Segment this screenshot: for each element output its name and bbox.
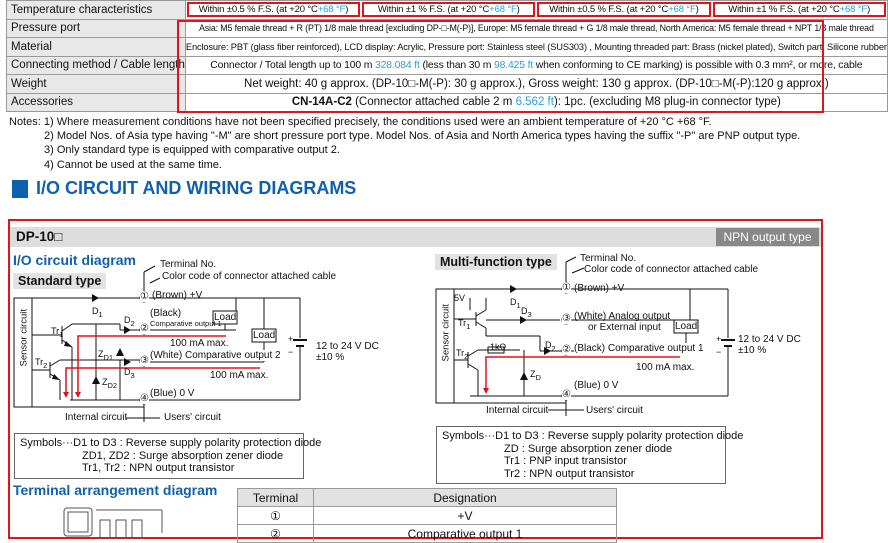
diode-d3-icon: [124, 358, 131, 366]
section-heading: I/O CIRCUIT AND WIRING DIAGRAMS: [12, 178, 356, 199]
external-input-label: or External input: [588, 322, 661, 333]
multi-symbols-box: Symbols··· D1 to D3 : Reverse supply polarity protection diode ZD : Surge absorption zener diode Tr1 : PNP input transistor Tr2 : NPN output transistor: [436, 426, 726, 484]
spec-label: Accessories: [7, 93, 186, 112]
blue-wire-label: (Blue) 0 V: [150, 388, 195, 399]
black-wire-label: (Black): [150, 308, 182, 319]
plus-sign: +: [288, 334, 294, 344]
spec-value: Enclosure: PBT (glass fiber reinforced), LCD display: Acrylic, Pressure port: Stainless steel (SUS303) , Mounting threaded part: Brass (nickel plated), Switch part: Silicone rubber: [185, 38, 887, 57]
spec-label: Weight: [7, 75, 186, 94]
zener-zd2-icon: [92, 376, 100, 384]
terminal-1: ①: [140, 291, 149, 302]
terminal-4: ④: [140, 393, 149, 404]
temp-cell: Within ±1 % F.S. (at +20 °C +68 °F ): [362, 2, 535, 17]
note-3: 3) Only standard type is equipped with comparative output 2.: [44, 144, 340, 157]
zener-zd1-icon: [116, 348, 124, 356]
black-wire-label-multi: (Black) Comparative output 1: [574, 343, 704, 354]
load-label-multi: Load: [675, 321, 698, 332]
output-type-badge: NPN output type: [716, 228, 819, 246]
temp-cell: Within ±0.5 % F.S. (at +20 °C +68 °F ): [537, 2, 710, 17]
tr2-label: $Tr_2$: [35, 357, 48, 370]
white-wire-label-multi: (White) Analog output: [574, 311, 671, 322]
spec-value: Net weight: 40 g approx. (DP-10□-M(-P): 30 g approx.), Gross weight: 130 g approx. (DP-10□-M(-P):120 g approx.): [185, 75, 887, 94]
terminal-table-header: Terminal Designation: [238, 489, 617, 507]
load-1-label: Load: [214, 312, 237, 323]
table-row: ① +V: [238, 507, 617, 525]
terminal-no-label-multi: Terminal No.: [580, 253, 637, 264]
zd-multi-label: $Z_D$: [530, 369, 541, 382]
note-4: 4) Cannot be used at the same time.: [44, 158, 222, 171]
terminal-arrangement-title: Terminal arrangement diagram: [13, 482, 218, 498]
users-circuit-label-multi: Users' circuit: [586, 405, 643, 416]
supply-voltage-label: 12 to 24 V DC: [316, 341, 379, 352]
diode-d1-multi-icon: [510, 285, 517, 293]
internal-circuit-label-multi: Internal circuit: [486, 405, 549, 416]
spec-value: CN-14A-C2 (Connector attached cable 2 m 6.562 ft): 1pc. (excluding M8 plug-in connector type): [185, 93, 887, 112]
comparative-output-1-label: Comparative output 1: [150, 319, 222, 328]
terminal-2: ②: [140, 323, 149, 334]
model-name: DP-10□: [16, 229, 63, 244]
color-code-label: Color code of connector attached cable: [162, 271, 336, 282]
minus-sign: −: [288, 347, 294, 357]
zd2-label: $Z_{D2}$: [102, 377, 118, 390]
standard-type-label: Standard type: [13, 273, 106, 289]
note-1: Notes: 1) Where measurement conditions have not been specified precisely, the conditions used were an ambient temperature of +20 °C +68 °F.: [9, 116, 712, 128]
white-wire-label: (White) Comparative output 2: [150, 350, 281, 361]
load-2-label: Load: [253, 330, 276, 341]
terminal-no-label: Terminal No.: [160, 259, 217, 270]
current-arrow-icon: [75, 392, 81, 398]
5v-label: 5V: [454, 293, 466, 303]
current-label-multi: 100 mA max.: [636, 362, 695, 373]
tr1-multi-label: $Tr_1$: [458, 318, 471, 331]
spec-label: Temperature characteristics: [7, 1, 186, 20]
spec-label: Connecting method / Cable length: [7, 56, 186, 75]
blue-wire-label-multi: (Blue) 0 V: [574, 380, 619, 391]
current-arrow-icon: [63, 392, 69, 398]
zd1-label: $Z_{D1}$: [98, 349, 114, 362]
tr1-label: $Tr_1$: [51, 326, 64, 339]
current-label-2: 100 mA max.: [210, 370, 269, 381]
minus-sign-multi: −: [716, 347, 722, 357]
multi-type-label: Multi-function type: [435, 254, 557, 270]
table-row: ② Comparative output 1: [238, 525, 617, 543]
supply-voltage-label-multi: 12 to 24 V DC: [738, 334, 801, 345]
diode-d1-icon: [92, 294, 99, 302]
resistor-label: 1kΩ: [490, 342, 507, 352]
terminal-2-multi: ②: [562, 344, 571, 355]
note-2: 2) Model Nos. of Asia type having "-M" are short pressure port type. Model Nos. of Asia and North America types having the suffix "-P" are PNP output type.: [44, 130, 801, 143]
spec-label: Pressure port: [7, 19, 186, 38]
zener-zd-icon: [520, 372, 528, 380]
d3-label: $D_3$: [124, 367, 135, 380]
d1-multi-label: $D_1$: [510, 297, 521, 310]
io-circuit-title: I/O circuit diagram: [13, 252, 136, 268]
users-circuit-label: Users' circuit: [164, 412, 221, 423]
d3-multi-label: $D_3$: [521, 306, 532, 319]
tr2-multi-label: $Tr_2$: [456, 348, 469, 361]
brown-wire-label: (Brown) +V: [152, 290, 203, 301]
terminal-3: ③: [140, 355, 149, 366]
temp-cell: Within ±0.5 % F.S. (at +20 °C +68 °F ): [187, 2, 360, 17]
supply-tolerance-label: ±10 %: [316, 352, 345, 363]
d1-label: $D_1$: [92, 306, 103, 319]
current-label-1: 100 mA max.: [170, 338, 229, 349]
terminal-table: [237, 488, 617, 543]
spec-value: Connector / Total length up to 100 m 328.084 ft (less than 30 m 98.425 ft when conforming to CE marking) is possible with 0.3 mm², or more, cable: [185, 56, 887, 75]
tr2-arrow-icon: [52, 374, 60, 380]
d2-multi-label: $D_2$: [545, 340, 556, 353]
terminal-4-multi: ④: [562, 389, 571, 400]
spec-label: Material: [7, 38, 186, 57]
terminal-1-multi: ①: [562, 282, 571, 293]
spec-value: Asia: M5 female thread + R (PT) 1/8 male thread [excluding DP-□-M(-P)], Europe: M5 female thread + G 1/8 male thread, North America: M5 female thread + NPT 1/8 male thread: [185, 19, 887, 38]
plus-sign-multi: +: [716, 334, 722, 344]
standard-symbols-box: Symbols··· D1 to D3 : Reverse supply polarity protection diode ZD1, ZD2 : Surge absorption zener diode Tr1, Tr2 : NPN output transistor: [14, 433, 304, 479]
temp-cell: Within ±1 % F.S. (at +20 °C +68 °F ): [713, 2, 886, 17]
terminal-3-multi: ③: [562, 313, 571, 324]
current-arrow-icon: [483, 388, 489, 394]
internal-circuit-label: Internal circuit: [65, 412, 128, 423]
color-code-label-multi: Color code of connector attached cable: [584, 264, 758, 275]
brown-wire-label-multi: (Brown) +V: [574, 283, 625, 294]
sensor-circuit-label: Sensor circuit: [18, 308, 30, 367]
sensor-circuit-label-multi: Sensor circuit: [440, 303, 452, 362]
d2-label: $D_2$: [124, 315, 135, 328]
supply-tolerance-label-multi: ±10 %: [738, 345, 767, 356]
